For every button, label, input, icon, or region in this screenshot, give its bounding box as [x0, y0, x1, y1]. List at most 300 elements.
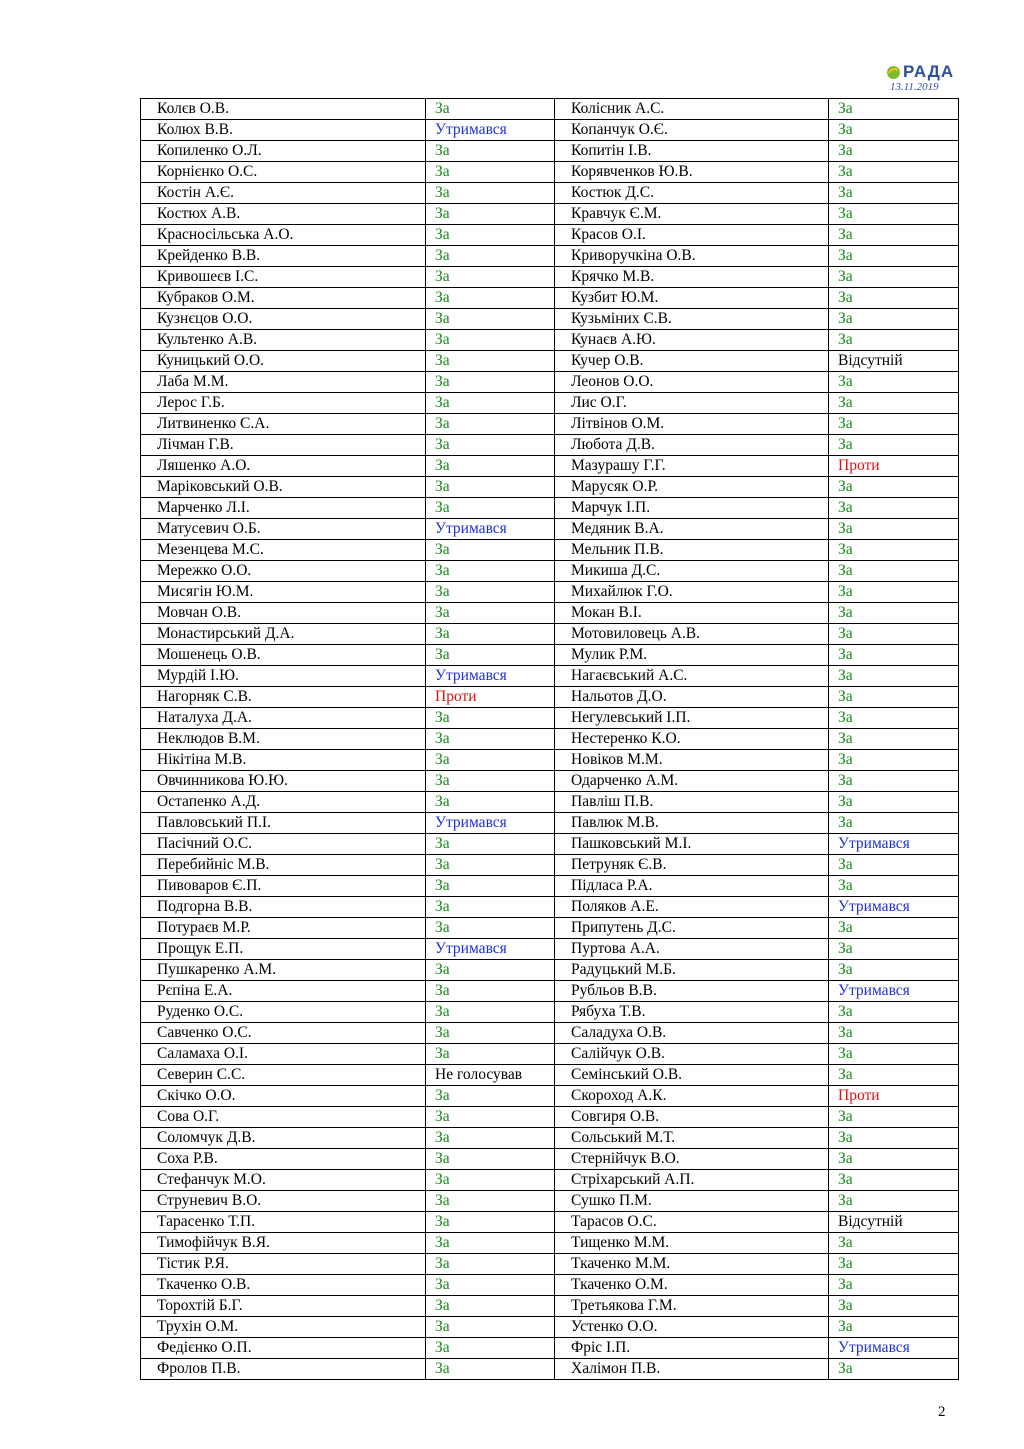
vote-result: За [829, 435, 959, 456]
table-row [141, 141, 959, 162]
deputy-name: Маріковський О.В. [141, 477, 426, 498]
vote-result: За [829, 666, 959, 687]
vote-result: Утримався [426, 813, 555, 834]
deputy-name: Тимофійчук В.Я. [141, 1233, 426, 1254]
deputy-name: Кравчук Є.М. [555, 204, 829, 225]
deputy-name: Халімон П.В. [555, 1359, 829, 1380]
table-row [141, 540, 959, 561]
deputy-name: Наталуха Д.А. [141, 708, 426, 729]
deputy-name: Подгорна В.В. [141, 897, 426, 918]
vote-result: За [829, 729, 959, 750]
deputy-name: Стріхарський А.П. [555, 1170, 829, 1191]
table-row [141, 960, 959, 981]
vote-result: За [426, 1212, 555, 1233]
deputy-name: Фріс І.П. [555, 1338, 829, 1359]
deputy-name: Мотовиловець А.В. [555, 624, 829, 645]
vote-result: За [426, 960, 555, 981]
vote-result: За [426, 1023, 555, 1044]
vote-result: За [426, 372, 555, 393]
vote-result: За [829, 1317, 959, 1338]
deputy-name: Мельник П.В. [555, 540, 829, 561]
logo-text: РАДА [903, 62, 955, 81]
vote-result: За [829, 1359, 959, 1380]
vote-result: За [426, 771, 555, 792]
vote-result: За [426, 1044, 555, 1065]
deputy-name: Микиша Д.С. [555, 561, 829, 582]
table-row [141, 267, 959, 288]
deputy-name: Федієнко О.П. [141, 1338, 426, 1359]
deputy-name: Нальотов Д.О. [555, 687, 829, 708]
vote-result: За [829, 960, 959, 981]
vote-result: За [426, 393, 555, 414]
deputy-name: Кучер О.В. [555, 351, 829, 372]
table-row [141, 351, 959, 372]
vote-result: Не голосував [426, 1065, 555, 1086]
deputy-name: Кузнєцов О.О. [141, 309, 426, 330]
vote-result: За [829, 876, 959, 897]
vote-result: За [829, 99, 959, 120]
deputy-name: Мережко О.О. [141, 561, 426, 582]
table-row [141, 1359, 959, 1380]
deputy-name: Припутень Д.С. [555, 918, 829, 939]
deputy-name: Прощук Е.П. [141, 939, 426, 960]
vote-result: За [426, 624, 555, 645]
deputy-name: Рубльов В.В. [555, 981, 829, 1002]
vote-result: Утримався [829, 981, 959, 1002]
deputy-name: Мазурашу Г.Г. [555, 456, 829, 477]
table-row [141, 204, 959, 225]
vote-result: Відсутній [829, 1212, 959, 1233]
vote-result: За [426, 141, 555, 162]
vote-result: За [426, 834, 555, 855]
deputy-name: Семінський О.В. [555, 1065, 829, 1086]
vote-result: За [426, 1296, 555, 1317]
deputy-name: Кузьміних С.В. [555, 309, 829, 330]
vote-result: За [426, 456, 555, 477]
table-row [141, 561, 959, 582]
deputy-name: Підласа Р.А. [555, 876, 829, 897]
table-row [141, 1107, 959, 1128]
deputy-name: Ткаченко О.В. [141, 1275, 426, 1296]
table-row [141, 477, 959, 498]
table-row [141, 855, 959, 876]
vote-result: За [426, 330, 555, 351]
deputy-name: Саламаха О.І. [141, 1044, 426, 1065]
table-row [141, 372, 959, 393]
deputy-name: Культенко А.В. [141, 330, 426, 351]
table-row [141, 99, 959, 120]
table-row [141, 519, 959, 540]
vote-result: За [829, 855, 959, 876]
vote-result: За [829, 288, 959, 309]
deputy-name: Негулевський І.П. [555, 708, 829, 729]
deputy-name: Колісник А.С. [555, 99, 829, 120]
vote-result: За [829, 1023, 959, 1044]
deputy-name: Михайлюк Г.О. [555, 582, 829, 603]
table-row [141, 645, 959, 666]
table-row [141, 120, 959, 141]
vote-result: За [829, 603, 959, 624]
deputy-name: Тарасенко Т.П. [141, 1212, 426, 1233]
deputy-name: Марусяк О.Р. [555, 477, 829, 498]
deputy-name: Соха Р.В. [141, 1149, 426, 1170]
deputy-name: Кривошеєв І.С. [141, 267, 426, 288]
deputy-name: Мисягін Ю.М. [141, 582, 426, 603]
vote-result: За [426, 477, 555, 498]
vote-result: За [829, 1128, 959, 1149]
deputy-name: Лис О.Г. [555, 393, 829, 414]
vote-result: За [426, 603, 555, 624]
vote-results-table [140, 98, 959, 1380]
vote-result: За [829, 582, 959, 603]
deputy-name: Тищенко М.М. [555, 1233, 829, 1254]
deputy-name: Тістик Р.Я. [141, 1254, 426, 1275]
deputy-name: Руденко О.С. [141, 1002, 426, 1023]
table-row [141, 813, 959, 834]
table-row [141, 666, 959, 687]
vote-result: За [829, 645, 959, 666]
table-row [141, 288, 959, 309]
table-row [141, 1233, 959, 1254]
deputy-name: Кузбит Ю.М. [555, 288, 829, 309]
table-row [141, 687, 959, 708]
vote-result: За [829, 792, 959, 813]
vote-result: За [426, 1170, 555, 1191]
table-row [141, 603, 959, 624]
deputy-name: Матусевич О.Б. [141, 519, 426, 540]
deputy-name: Куницький О.О. [141, 351, 426, 372]
deputy-name: Лерос Г.Б. [141, 393, 426, 414]
deputy-name: Лічман Г.В. [141, 435, 426, 456]
vote-result: За [426, 897, 555, 918]
table-row [141, 1149, 959, 1170]
table-row [141, 246, 959, 267]
vote-result: За [426, 1338, 555, 1359]
vote-result: За [426, 414, 555, 435]
vote-result: Відсутній [829, 351, 959, 372]
page-number: 2 [938, 1404, 946, 1420]
vote-result: За [426, 351, 555, 372]
deputy-name: Павловський П.І. [141, 813, 426, 834]
deputy-name: Саладуха О.В. [555, 1023, 829, 1044]
deputy-name: Рябуха Т.В. [555, 1002, 829, 1023]
deputy-name: Красносільська А.О. [141, 225, 426, 246]
table-row [141, 1254, 959, 1275]
vote-result: За [426, 1002, 555, 1023]
vote-result: За [426, 288, 555, 309]
vote-result: За [829, 162, 959, 183]
vote-result: За [829, 561, 959, 582]
deputy-name: Колєв О.В. [141, 99, 426, 120]
vote-result: За [426, 267, 555, 288]
deputy-name: Кунаєв А.Ю. [555, 330, 829, 351]
deputy-name: Торохтій Б.Г. [141, 1296, 426, 1317]
vote-result: За [426, 855, 555, 876]
table-row [141, 393, 959, 414]
table-row [141, 1317, 959, 1338]
rada-logo [886, 62, 958, 98]
vote-result: За [426, 708, 555, 729]
deputy-name: Костюх А.В. [141, 204, 426, 225]
deputy-name: Мошенець О.В. [141, 645, 426, 666]
deputy-name: Нагорняк С.В. [141, 687, 426, 708]
vote-result: За [829, 477, 959, 498]
vote-result: За [829, 225, 959, 246]
deputy-name: Любота Д.В. [555, 435, 829, 456]
vote-result: Утримався [829, 1338, 959, 1359]
deputy-name: Трухін О.М. [141, 1317, 426, 1338]
deputy-name: Струневич В.О. [141, 1191, 426, 1212]
vote-result: За [829, 1191, 959, 1212]
vote-result: Утримався [426, 519, 555, 540]
table-row [141, 1212, 959, 1233]
vote-result: За [829, 519, 959, 540]
vote-result: За [426, 540, 555, 561]
deputy-name: Радуцький М.Б. [555, 960, 829, 981]
vote-result: За [829, 624, 959, 645]
table-row [141, 897, 959, 918]
vote-result: За [829, 1233, 959, 1254]
vote-result: За [829, 1149, 959, 1170]
vote-result: За [426, 204, 555, 225]
table-row [141, 435, 959, 456]
deputy-name: Новіков М.М. [555, 750, 829, 771]
deputy-name: Нестеренко К.О. [555, 729, 829, 750]
vote-result: За [829, 813, 959, 834]
table-row [141, 1296, 959, 1317]
vote-result: За [829, 393, 959, 414]
vote-result: За [829, 246, 959, 267]
deputy-name: Соломчук Д.В. [141, 1128, 426, 1149]
vote-result: За [829, 414, 959, 435]
vote-result: За [426, 1254, 555, 1275]
vote-result: За [829, 918, 959, 939]
vote-result: За [426, 1275, 555, 1296]
vote-result: За [829, 183, 959, 204]
vote-result: За [426, 225, 555, 246]
deputy-name: Крячко М.В. [555, 267, 829, 288]
deputy-name: Копанчук О.Є. [555, 120, 829, 141]
vote-result: За [426, 1149, 555, 1170]
vote-result: За [426, 561, 555, 582]
deputy-name: Остапенко А.Д. [141, 792, 426, 813]
vote-result: За [829, 1275, 959, 1296]
deputy-name: Стефанчук М.О. [141, 1170, 426, 1191]
deputy-name: Потураєв М.Р. [141, 918, 426, 939]
deputy-name: Лаба М.М. [141, 372, 426, 393]
vote-result: За [829, 750, 959, 771]
table-row [141, 729, 959, 750]
deputy-name: Марчук І.П. [555, 498, 829, 519]
deputy-name: Марченко Л.І. [141, 498, 426, 519]
table-row [141, 624, 959, 645]
vote-result: За [829, 120, 959, 141]
vote-result: Утримався [426, 939, 555, 960]
deputy-name: Павліш П.В. [555, 792, 829, 813]
deputy-name: Совгиря О.В. [555, 1107, 829, 1128]
vote-result: За [426, 729, 555, 750]
table-row [141, 1023, 959, 1044]
table-row [141, 708, 959, 729]
vote-result: За [829, 372, 959, 393]
vote-result: За [426, 246, 555, 267]
deputy-name: Мулик Р.М. [555, 645, 829, 666]
deputy-name: Мовчан О.В. [141, 603, 426, 624]
rada-logo-icon [886, 65, 901, 80]
vote-result: За [426, 1233, 555, 1254]
deputy-name: Салійчук О.В. [555, 1044, 829, 1065]
vote-result: За [426, 981, 555, 1002]
vote-result: Проти [829, 456, 959, 477]
deputy-name: Литвиненко С.А. [141, 414, 426, 435]
vote-result: За [829, 498, 959, 519]
deputy-name: Устенко О.О. [555, 1317, 829, 1338]
deputy-name: Пасічний О.С. [141, 834, 426, 855]
vote-result: Утримався [426, 120, 555, 141]
deputy-name: Красов О.І. [555, 225, 829, 246]
deputy-name: Ляшенко А.О. [141, 456, 426, 477]
table-row [141, 1170, 959, 1191]
deputy-name: Корнієнко О.С. [141, 162, 426, 183]
document-date: 13.11.2019 [890, 81, 939, 93]
vote-result: За [829, 1002, 959, 1023]
table-row [141, 456, 959, 477]
vote-result: За [426, 918, 555, 939]
vote-result: За [829, 1296, 959, 1317]
table-row [141, 876, 959, 897]
table-row [141, 225, 959, 246]
table-row [141, 1002, 959, 1023]
table-row [141, 792, 959, 813]
table-row [141, 1128, 959, 1149]
vote-result: За [426, 645, 555, 666]
vote-result: За [426, 99, 555, 120]
vote-result: За [426, 1086, 555, 1107]
vote-result: За [829, 1254, 959, 1275]
deputy-name: Монастирський Д.А. [141, 624, 426, 645]
deputy-name: Нагаєвський А.С. [555, 666, 829, 687]
table-row [141, 981, 959, 1002]
vote-result: За [829, 708, 959, 729]
deputy-name: Поляков А.Е. [555, 897, 829, 918]
vote-result: За [426, 750, 555, 771]
deputy-name: Ткаченко М.М. [555, 1254, 829, 1275]
vote-result: За [426, 1128, 555, 1149]
table-row [141, 498, 959, 519]
vote-result: За [829, 309, 959, 330]
vote-result: За [426, 792, 555, 813]
deputy-name: Літвінов О.М. [555, 414, 829, 435]
table-row [141, 1191, 959, 1212]
vote-result: Утримався [426, 666, 555, 687]
deputy-name: Неклюдов В.М. [141, 729, 426, 750]
deputy-name: Костюк Д.С. [555, 183, 829, 204]
table-row [141, 1338, 959, 1359]
deputy-name: Мокан В.І. [555, 603, 829, 624]
vote-result: За [829, 939, 959, 960]
table-row [141, 834, 959, 855]
deputy-name: Перебийніс М.В. [141, 855, 426, 876]
vote-result: За [426, 435, 555, 456]
deputy-name: Леонов О.О. [555, 372, 829, 393]
vote-result: За [426, 1191, 555, 1212]
deputy-name: Рєпіна Е.А. [141, 981, 426, 1002]
deputy-name: Третьякова Г.М. [555, 1296, 829, 1317]
deputy-name: Мурдій І.Ю. [141, 666, 426, 687]
deputy-name: Овчинникова Ю.Ю. [141, 771, 426, 792]
table-row [141, 162, 959, 183]
deputy-name: Фролов П.В. [141, 1359, 426, 1380]
deputy-name: Петруняк Є.В. [555, 855, 829, 876]
deputy-name: Колюх В.В. [141, 120, 426, 141]
vote-result: За [426, 876, 555, 897]
deputy-name: Копитін І.В. [555, 141, 829, 162]
vote-result: За [426, 1317, 555, 1338]
table-row [141, 309, 959, 330]
table-row [141, 183, 959, 204]
deputy-name: Криворучкіна О.В. [555, 246, 829, 267]
vote-result: За [829, 540, 959, 561]
deputy-name: Стернійчук В.О. [555, 1149, 829, 1170]
deputy-name: Сушко П.М. [555, 1191, 829, 1212]
vote-result: За [426, 498, 555, 519]
deputy-name: Пуртова А.А. [555, 939, 829, 960]
vote-result: За [829, 267, 959, 288]
deputy-name: Сова О.Г. [141, 1107, 426, 1128]
vote-result: За [829, 1170, 959, 1191]
table-row [141, 414, 959, 435]
table-row [141, 939, 959, 960]
vote-result: За [829, 141, 959, 162]
table-row [141, 1044, 959, 1065]
deputy-name: Копиленко О.Л. [141, 141, 426, 162]
deputy-name: Савченко О.С. [141, 1023, 426, 1044]
deputy-name: Нікітіна М.В. [141, 750, 426, 771]
vote-result: За [829, 1107, 959, 1128]
vote-result: Проти [426, 687, 555, 708]
vote-result: Проти [829, 1086, 959, 1107]
vote-result: Утримався [829, 897, 959, 918]
vote-result: За [829, 1065, 959, 1086]
vote-results-body [141, 99, 959, 1380]
vote-result: За [829, 204, 959, 225]
deputy-name: Пашковський М.І. [555, 834, 829, 855]
deputy-name: Тарасов О.С. [555, 1212, 829, 1233]
deputy-name: Павлюк М.В. [555, 813, 829, 834]
deputy-name: Костін А.Є. [141, 183, 426, 204]
deputy-name: Ткаченко О.М. [555, 1275, 829, 1296]
table-row [141, 582, 959, 603]
vote-result: За [426, 309, 555, 330]
vote-result: За [426, 1107, 555, 1128]
vote-result: За [426, 1359, 555, 1380]
vote-result: За [426, 162, 555, 183]
table-row [141, 330, 959, 351]
table-row [141, 918, 959, 939]
vote-result: За [829, 771, 959, 792]
vote-result: За [426, 582, 555, 603]
deputy-name: Скічко О.О. [141, 1086, 426, 1107]
deputy-name: Корявченков Ю.В. [555, 162, 829, 183]
table-row [141, 750, 959, 771]
deputy-name: Северин С.С. [141, 1065, 426, 1086]
table-row [141, 1065, 959, 1086]
deputy-name: Пивоваров Є.П. [141, 876, 426, 897]
vote-result: Утримався [829, 834, 959, 855]
deputy-name: Мезенцева М.С. [141, 540, 426, 561]
deputy-name: Кубраков О.М. [141, 288, 426, 309]
deputy-name: Одарченко А.М. [555, 771, 829, 792]
